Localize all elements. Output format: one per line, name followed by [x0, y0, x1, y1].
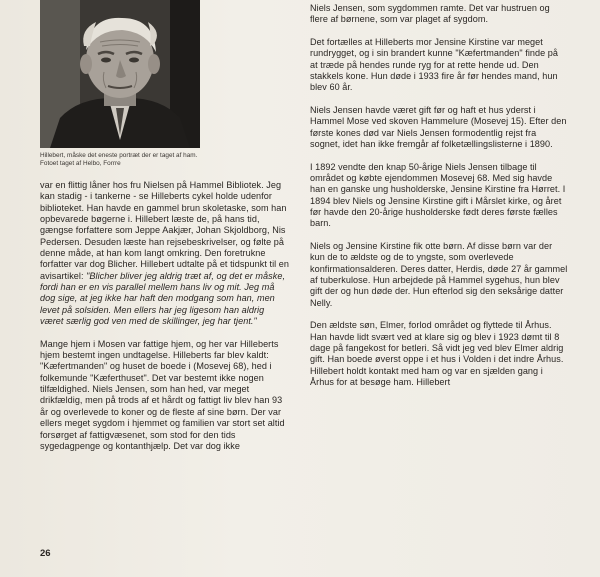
portrait-photo: [40, 0, 200, 148]
paragraph: [40, 180, 290, 327]
paragraph: Niels Jensen, som sygdommen ramte. Det var hustruen og flere af børnene, som var plaget af sygdom.: [310, 3, 550, 25]
left-column: [40, 180, 290, 464]
paragraph: Mange hjem i Mosen var fattige hjem, og her var Hilleberts hjem bestemt ingen undtagelse. Hilleberts far blev kaldt: "Kæfertmanden" og huset de boede i (Mosevej 68), hed i folkemunde "Kæferthuset". Det var bestemt ikke nogen tilfældighed. Niels Jensen, som han hed, var meget drikfældig, men på trods af et hårdt og fattigt liv blev han 93 år og overlevede to koner og de fleste af sine børn. Der var ellers meget sygdom i hjemmet og familien var stort set altid forsørget af fattigvæsenet, som stod for den tids sygedagpenge og kontanthjælp. Det var dog ikke: [40, 338, 285, 451]
right-column: [310, 3, 568, 400]
paragraph: Det fortælles at Hilleberts mor Jensine Kirstine var meget rundrygget, og i sin brandert kunne "Kæfertmanden" finde på at træde på hendes runde ryg for at rette hende ud. Den stakkels kone. Hun døde i 1933 fire år før hendes mand, hun blev 60 år.: [310, 36, 559, 93]
paragraph: Niels Jensen havde været gift før og haft et hus yderst i Hammel Mose ved skoven Hammelure (Mosevej 15). Efter den første kones død var Niels Jensen formodentlig rejst fra sognet, idet han ikke fremgår af folketællingslisterne i 1890.: [310, 105, 567, 150]
photo-caption: Hillebert, måske det eneste portræt der er taget af ham. Fotoet taget af Helbo, Forrre: [40, 152, 198, 167]
blicher-quote: "Blicher bliver jeg aldrig træt af, og det er måske, fordi han er en vis parallel mellem hans liv og mit. Jeg må dog sige, at jeg ikke har haft den modgang som han, men levet på solsiden. Men ellers har jeg ligesom han aldrig været særlig god ven med de skillinger, jeg har tjent.": [40, 270, 286, 327]
portrait-image: [40, 0, 200, 148]
paragraph: I 1892 vendte den knap 50-årige Niels Jensen tilbage til området og købte ejendommen Mosevej 68. Med sig havde han en ganske ung husholderske, Jensine Kirstine fra Hørret. I 1894 blev Niels og Jensine Kirstine gift i Mårslet kirke, og året før havde den 20-årige husholderske født deres første fælles barn.: [310, 161, 566, 229]
page-number: 26: [40, 548, 51, 559]
paragraph-text: var en flittig låner hos fru Nielsen på Hammel Bibliotek. Jeg kan stadig - i tankerne - se Hilleberts cykel holde udenfor biblioteket. Han havde en gammel brun skoletaske, som han opbevarede bøgerne i. Hillebert læste de, på hans tid, gængse forfattere som Jeppe Aakjær, Johan Skjoldborg, Nis Pedersen. Desuden læste han rejsebeskrivelser, og følte på denne måde, at han kom langt omkring. Den foretrukne forfatter var dog Blicher. Hillebert udtalte på et tidspunkt til en avisartikel:: [40, 180, 290, 281]
paragraph: Niels og Jensine Kirstine fik otte børn. Af disse børn var der kun de to ældste og de to yngste, som overlevede konfirmationsalderen. Deres datter, Herdis, døde 27 år gammel af tuberkulose. Hun arbejdede på Hammel sygehus, hun blev gift der og hun døde der. Hun efterlod sig den seksårige datter Nelly.: [310, 241, 568, 308]
paragraph: Den ældste søn, Elmer, forlod området og flyttede til Århus. Han havde lidt svært ved at klare sig og blev i 1923 dømt til 8 dage på fangekost for betleri. Så vidt jeg ved blev Elmer aldrig gift. Han boede øverst oppe i et hus i Volden i det indre Århus. Hillebert holdt kontakt med ham og var en sjælden gang i Århus for at besøge ham. Hillebert: [310, 320, 564, 388]
